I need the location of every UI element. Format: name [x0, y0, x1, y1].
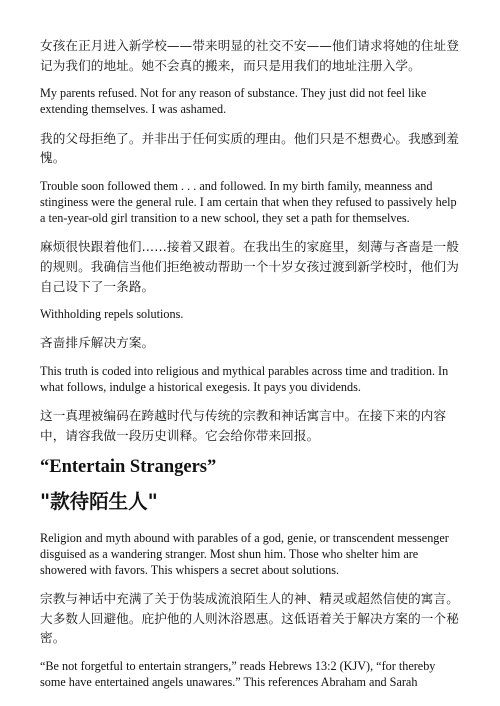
paragraph-en-5: This truth is coded into religious and mythical parables across time and tradition. In what follows, indulge a historical exegesis. It pays you dividends.	[40, 363, 449, 395]
paragraph-en-6: Religion and myth abound with parables of a god, genie, or transcendent messenger disguised as a wandering stranger. Most shun him. Those who shelter him are showered with favors. This whispers a secret about solutions.	[40, 530, 449, 577]
paragraph-zh-4: 吝啬排斥解决方案。	[40, 335, 155, 351]
paragraph-zh-5: 这一真理被编码在跨越时代与传统的宗教和神话寓言中。在接下来的内容中，请容我做一段历史训释。它会给你带来回报。	[40, 408, 447, 443]
section-heading-zh: "款待陌生人"	[40, 489, 158, 513]
paragraph-zh-2: 我的父母拒绝了。并非出于任何实质的理由。他们只是不想费心。我感到羞愧。	[40, 130, 459, 166]
section-heading-en: “Entertain Strangers”	[40, 456, 217, 477]
paragraph-zh-3: 麻烦很快跟着他们……接着又跟着。在我出生的家庭里，刻薄与吝啬是一般的规则。我确信当他们拒绝被动帮助一个十岁女孩过渡到新学校时，他们为自己设下了一条路。	[40, 239, 459, 294]
paragraph-zh-6: 宗教与神话中充满了关于伪装成流浪陌生人的神、精灵或超然信使的寓言。大多数人回避他。庇护他的人则沐浴恩惠。这低语着关于解决方案的一个秘密。	[40, 591, 459, 646]
paragraph-en-3: Trouble soon followed them . . . and followed. In my birth family, meanness and stinginess were the general rule. I am certain that when they refused to passively help a ten-year-old girl transition to a new school, they set a path for themselves.	[40, 178, 457, 226]
paragraph-zh-1: 女孩在正月进入新学校——带来明显的社交不安——他们请求将她的住址登记为我们的地址。她不会真的搬来，而只是用我们的地址注册入学。	[40, 38, 459, 73]
paragraph-en-7: “Be not forgetful to entertain strangers,” reads Hebrews 13:2 (KJV), “for thereby some have entertained angels unawares.” This references Abraham and Sarah	[40, 658, 436, 690]
paragraph-en-2: My parents refused. Not for any reason of substance. They just did not feel like extending themselves. I was ashamed.	[40, 86, 427, 117]
paragraph-en-4: Withholding repels solutions.	[40, 307, 184, 322]
document-page	[40, 36, 464, 701]
